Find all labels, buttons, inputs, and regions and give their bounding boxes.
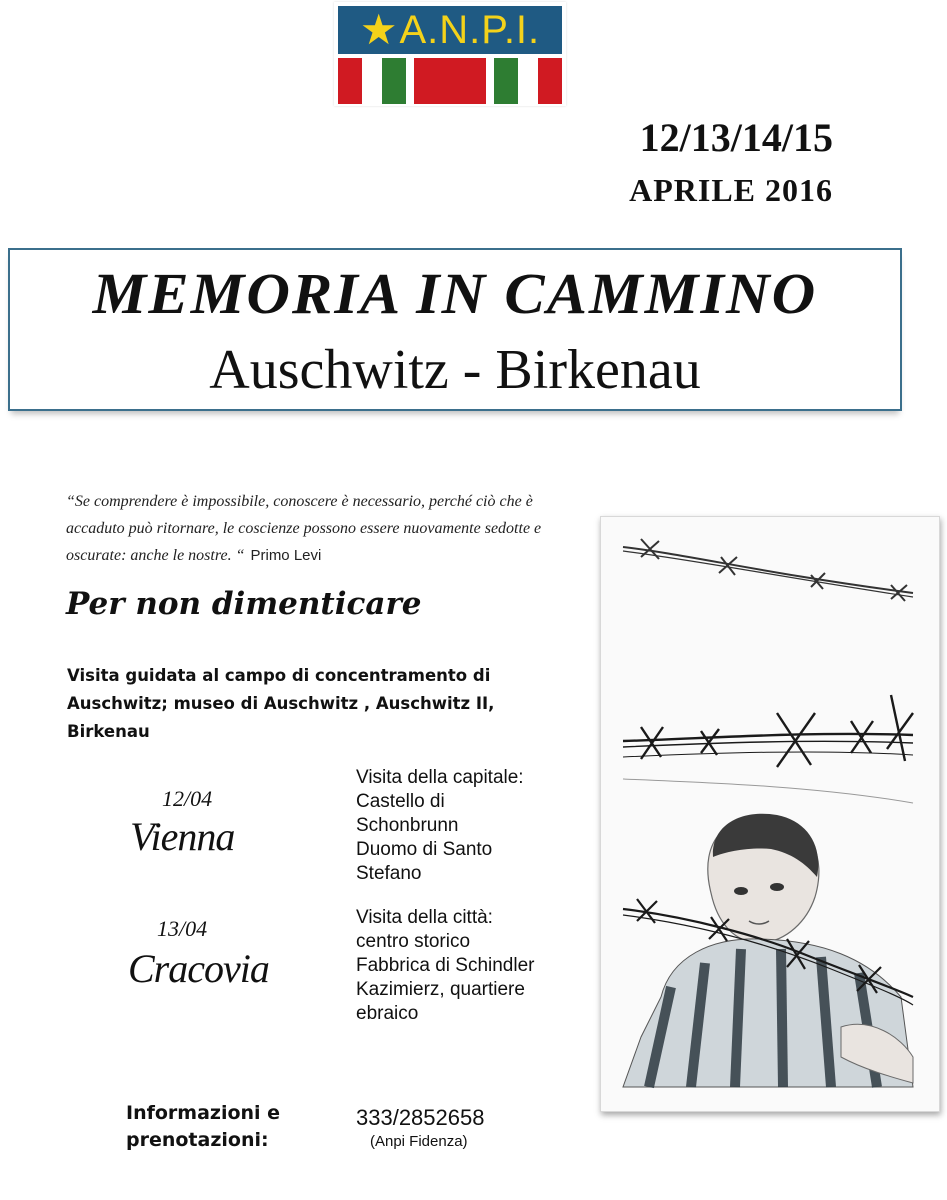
flag-green-block (382, 58, 406, 104)
anpi-logo (334, 2, 566, 106)
star-icon: ★ (359, 5, 398, 54)
detail-line: Fabbrica di Schindler (356, 955, 535, 976)
quote-author: Primo Levi (250, 547, 322, 564)
slogan-heading: Per non dimenticare (66, 586, 422, 622)
logo-blue-band (338, 6, 562, 54)
detail-line: Stefano (356, 863, 422, 884)
flag-white-block (406, 58, 414, 104)
stop-details-vienna (356, 766, 586, 886)
visit-description: Visita guidata al campo di concentramento di Auschwitz; museo di Auschwitz , Auschwitz II, Birkenau (67, 666, 495, 741)
organization-name: (Anpi Fidenza) (370, 1133, 468, 1150)
info-label-line: prenotazioni: (126, 1129, 269, 1151)
detail-line: Schonbrunn (356, 815, 459, 836)
flag-white-block (518, 58, 538, 104)
stop-details-cracovia (356, 906, 586, 1026)
detail-line: ebraico (356, 1003, 419, 1024)
flag-red-block (338, 58, 362, 104)
flag-white-block (486, 58, 494, 104)
quote-text: “Se comprendere è impossibile, conoscere è necessario, perché ciò che è accaduto può ritornare, le coscienze possono essere nuovamente sedotte e oscurate: anche le nostre. “ (66, 493, 542, 564)
page-title: MEMORIA IN CAMMINO (92, 261, 818, 326)
event-dates (629, 116, 833, 210)
logo-text: A.N.P.I. (399, 8, 541, 52)
illustration-svg (601, 517, 939, 1111)
logo-flag-stripes (338, 58, 562, 104)
event-days: 12/13/14/15 (639, 115, 833, 160)
event-month-year: APRILE 2016 (629, 172, 833, 208)
barbed-wire-child-illustration (600, 516, 940, 1112)
detail-line: Visita della capitale: (356, 767, 524, 788)
page-subtitle: Auschwitz - Birkenau (209, 339, 701, 401)
title-box (8, 248, 902, 411)
flag-red-block (538, 58, 562, 104)
phone-number: 333/2852658 (356, 1105, 485, 1130)
detail-line: Visita della città: (356, 907, 493, 928)
stop-date-cracovia: 13/04 (157, 916, 208, 941)
detail-line: Castello di (356, 791, 445, 812)
flag-red-block (414, 58, 486, 104)
primo-levi-quote (66, 488, 586, 569)
flag-white-block (362, 58, 382, 104)
stop-city-cracovia: Cracovia (128, 946, 269, 991)
stop-city-vienna: Vienna (130, 814, 235, 859)
detail-line: Kazimierz, quartiere (356, 979, 525, 1000)
detail-line: Duomo di Santo (356, 839, 493, 860)
stop-date-vienna: 12/04 (162, 786, 213, 811)
info-label-line: Informazioni e (126, 1102, 281, 1124)
info-label (126, 1100, 280, 1154)
flag-green-block (494, 58, 518, 104)
detail-line: centro storico (356, 931, 471, 952)
